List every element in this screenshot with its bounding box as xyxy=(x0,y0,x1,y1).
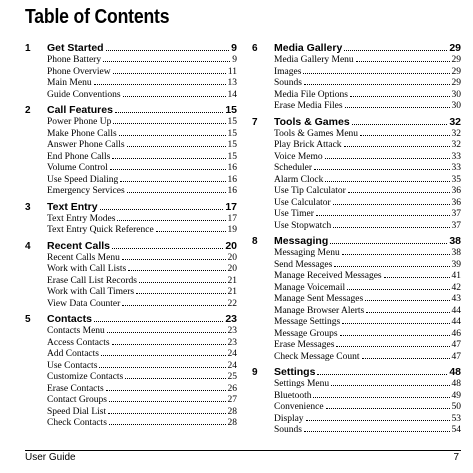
dot-leader xyxy=(304,84,450,85)
entry-title: Message Settings xyxy=(274,317,341,327)
entry-page: 20 xyxy=(227,264,237,274)
toc-entry[interactable] xyxy=(47,225,237,237)
dot-leader xyxy=(120,181,225,182)
toc-entry[interactable] xyxy=(47,55,237,67)
toc-entry[interactable] xyxy=(47,214,237,226)
dot-leader xyxy=(110,169,226,170)
entry-title: Work with Call Lists xyxy=(47,264,127,274)
section-number: 5 xyxy=(25,314,31,325)
entry-title: Add Contacts xyxy=(47,349,99,359)
toc-entry[interactable] xyxy=(47,140,237,152)
toc-entry[interactable] xyxy=(274,379,461,391)
entry-page: 29 xyxy=(451,78,461,88)
entry-title: Main Menu xyxy=(47,78,92,88)
section-title: Messaging xyxy=(274,235,329,247)
section-page: 9 xyxy=(231,42,237,54)
entry-page: 42 xyxy=(451,282,461,293)
section-page: 23 xyxy=(225,313,237,325)
dot-leader xyxy=(139,282,226,283)
entry-page: 30 xyxy=(451,101,461,111)
entry-title: Display xyxy=(274,413,304,424)
dot-leader xyxy=(94,84,226,85)
entry-page: 37 xyxy=(451,220,461,231)
entry-title: Erase Contacts xyxy=(47,383,104,394)
dot-leader xyxy=(100,209,224,210)
entry-title: Manage Sent Messages xyxy=(274,294,364,304)
entry-title: Use Timer xyxy=(274,209,314,219)
dot-leader xyxy=(303,73,449,74)
entry-page: 46 xyxy=(451,328,461,339)
toc-entry[interactable] xyxy=(47,395,237,407)
toc-entry[interactable] xyxy=(274,271,461,283)
dot-leader xyxy=(344,50,447,51)
entry-page: 16 xyxy=(227,186,237,196)
entry-title: Text Entry Modes xyxy=(47,213,116,224)
entry-page: 37 xyxy=(451,209,461,219)
dot-leader xyxy=(108,413,225,414)
entry-title: Voice Memo xyxy=(274,151,323,162)
entry-page: 15 xyxy=(227,128,237,139)
entry-page: 36 xyxy=(451,197,461,208)
entry-title: Emergency Services xyxy=(47,186,125,196)
toc-section-heading[interactable] xyxy=(252,116,461,129)
entry-title: Answer Phone Calls xyxy=(47,140,125,150)
toc-entry[interactable] xyxy=(47,287,237,299)
section-number: 3 xyxy=(25,201,31,213)
section-title: Tools & Games xyxy=(274,115,350,128)
entry-page: 29 xyxy=(451,55,461,65)
section-page: 15 xyxy=(225,104,237,116)
section-title: Get Started xyxy=(47,42,104,54)
toc-entry[interactable] xyxy=(274,221,461,233)
entry-page: 54 xyxy=(451,425,461,435)
dot-leader xyxy=(119,135,226,136)
toc-entry[interactable] xyxy=(274,414,461,426)
entry-title: Check Message Count xyxy=(274,351,360,362)
toc-entry[interactable] xyxy=(274,140,461,152)
entry-title: Work with Call Timers xyxy=(47,287,135,297)
dot-leader xyxy=(115,112,223,113)
entry-page: 32 xyxy=(451,128,461,139)
section-title: Text Entry xyxy=(47,200,98,213)
section-number: 4 xyxy=(25,240,31,252)
toc-entry[interactable] xyxy=(47,384,237,396)
toc-entry[interactable] xyxy=(274,294,461,306)
section-title: Settings xyxy=(274,366,316,378)
dot-leader xyxy=(330,243,447,244)
toc-entry[interactable] xyxy=(274,67,461,79)
entry-page: 38 xyxy=(451,248,461,258)
entry-title: Erase Media Files xyxy=(274,101,343,111)
dot-leader xyxy=(325,158,450,159)
entry-page: 9 xyxy=(232,55,237,65)
section-page: 29 xyxy=(449,42,461,54)
entry-title: Use Calculator xyxy=(274,197,331,208)
entry-title: Make Phone Calls xyxy=(47,128,117,139)
entry-title: Power Phone Up xyxy=(47,117,112,127)
entry-page: 15 xyxy=(227,151,237,162)
section-title: Contacts xyxy=(47,313,92,325)
entry-page: 44 xyxy=(451,317,461,327)
toc-entry[interactable] xyxy=(47,338,237,350)
entry-title: Message Groups xyxy=(274,328,338,339)
entry-page: 41 xyxy=(451,271,461,281)
dot-leader xyxy=(112,344,226,345)
toc-entry[interactable] xyxy=(47,186,237,198)
footer-divider xyxy=(25,450,461,451)
toc-entry[interactable] xyxy=(47,326,237,338)
dot-leader xyxy=(331,385,449,386)
entry-page: 33 xyxy=(451,163,461,173)
entry-title: Phone Battery xyxy=(47,55,102,65)
entry-title: Text Entry Quick Reference xyxy=(47,225,154,235)
entry-title: Speed Dial List xyxy=(47,406,107,417)
entry-page: 16 xyxy=(227,163,237,173)
dot-leader xyxy=(156,231,226,232)
entry-title: Settings Menu xyxy=(274,379,330,389)
dot-leader xyxy=(123,96,226,97)
dot-leader xyxy=(366,312,449,313)
dot-leader xyxy=(136,293,225,294)
dot-leader xyxy=(107,332,226,333)
toc-entry[interactable] xyxy=(274,352,461,364)
entry-title: Messaging Menu xyxy=(274,248,340,258)
dot-leader xyxy=(334,266,449,267)
entry-page: 50 xyxy=(451,402,461,412)
entry-page: 14 xyxy=(227,89,237,100)
entry-title: Manage Received Messages xyxy=(274,271,382,281)
dot-leader xyxy=(348,192,450,193)
dot-leader xyxy=(94,321,223,322)
dot-leader xyxy=(384,277,450,278)
entry-title: Use Contacts xyxy=(47,360,98,371)
toc-entry[interactable] xyxy=(274,152,461,164)
section-number: 1 xyxy=(25,43,31,54)
entry-title: Erase Call List Records xyxy=(47,275,137,286)
entry-page: 25 xyxy=(227,372,237,382)
entry-page: 28 xyxy=(227,418,237,428)
dot-leader xyxy=(345,107,450,108)
entry-title: Sounds xyxy=(274,425,302,435)
entry-page: 48 xyxy=(451,379,461,389)
toc-entry[interactable] xyxy=(274,186,461,198)
section-page: 38 xyxy=(449,235,461,247)
entry-title: Sounds xyxy=(274,78,302,88)
section-number: 6 xyxy=(252,43,258,54)
dot-leader xyxy=(316,215,450,216)
toc-entry[interactable] xyxy=(274,283,461,295)
toc-entry[interactable] xyxy=(47,276,237,288)
dot-leader xyxy=(127,192,226,193)
dot-leader xyxy=(125,378,225,379)
entry-page: 23 xyxy=(227,337,237,348)
entry-page: 44 xyxy=(451,305,461,316)
toc-entry[interactable] xyxy=(274,101,461,113)
toc-entry[interactable] xyxy=(47,90,237,102)
section-number: 8 xyxy=(252,236,258,247)
dot-leader xyxy=(313,397,449,398)
entry-title: Convenience xyxy=(274,402,324,412)
toc-section-heading[interactable] xyxy=(252,235,461,248)
dot-leader xyxy=(326,408,450,409)
dot-leader xyxy=(333,227,449,228)
entry-page: 39 xyxy=(451,259,461,270)
dot-leader xyxy=(117,220,225,221)
toc-entry[interactable] xyxy=(274,425,461,437)
toc-section-heading[interactable] xyxy=(25,240,237,253)
section-number: 7 xyxy=(252,116,258,128)
dot-leader xyxy=(356,61,450,62)
entry-page: 19 xyxy=(227,225,237,235)
dot-leader xyxy=(112,248,223,249)
toc-entry[interactable] xyxy=(274,209,461,221)
toc-entry[interactable] xyxy=(274,260,461,272)
entry-title: End Phone Calls xyxy=(47,151,111,162)
entry-title: Media Gallery Menu xyxy=(274,55,354,65)
entry-page: 24 xyxy=(227,360,237,371)
entry-title: Scheduler xyxy=(274,163,312,173)
entry-title: Bluetooth xyxy=(274,390,312,401)
dot-leader xyxy=(344,146,450,147)
entry-page: 33 xyxy=(451,151,461,162)
entry-page: 23 xyxy=(227,326,237,336)
entry-page: 15 xyxy=(227,117,237,127)
entry-title: Manage Browser Alerts xyxy=(274,305,365,316)
entry-title: Send Messages xyxy=(274,259,333,270)
entry-title: Guide Conventions xyxy=(47,89,121,100)
entry-page: 21 xyxy=(227,275,237,286)
dot-leader xyxy=(317,374,447,375)
entry-page: 47 xyxy=(451,351,461,362)
dot-leader xyxy=(352,124,448,125)
entry-page: 30 xyxy=(451,89,461,100)
toc-entry[interactable] xyxy=(47,152,237,164)
toc-entry[interactable] xyxy=(47,163,237,175)
toc-entry[interactable] xyxy=(47,78,237,90)
section-title: Call Features xyxy=(47,104,113,116)
toc-entry[interactable] xyxy=(47,175,237,187)
toc-entry[interactable] xyxy=(274,391,461,403)
toc-entry[interactable] xyxy=(47,349,237,361)
toc-entry[interactable] xyxy=(274,90,461,102)
toc-entry[interactable] xyxy=(274,402,461,414)
entry-page: 36 xyxy=(451,186,461,196)
dot-leader xyxy=(109,424,226,425)
entry-title: Play Brick Attack xyxy=(274,140,342,150)
toc-entry[interactable] xyxy=(274,248,461,260)
toc-entry[interactable] xyxy=(47,67,237,79)
toc-entry[interactable] xyxy=(47,253,237,265)
toc-section-heading[interactable] xyxy=(252,42,461,55)
entry-page: 53 xyxy=(451,413,461,424)
toc-entry[interactable] xyxy=(47,299,237,311)
entry-title: Manage Voicemail xyxy=(274,282,346,293)
section-title: Recent Calls xyxy=(47,239,111,252)
dot-leader xyxy=(113,123,225,124)
dot-leader xyxy=(360,135,449,136)
entry-title: Images xyxy=(274,66,302,77)
dot-leader xyxy=(122,259,226,260)
entry-title: Erase Messages xyxy=(274,340,335,350)
section-page: 20 xyxy=(225,239,237,252)
toc-entry[interactable] xyxy=(274,163,461,175)
entry-page: 35 xyxy=(451,174,461,185)
toc-entry[interactable] xyxy=(274,340,461,352)
entry-title: Contacts Menu xyxy=(47,326,105,336)
toc-section-heading[interactable] xyxy=(25,313,237,326)
entry-title: Phone Overview xyxy=(47,66,111,77)
section-page: 32 xyxy=(449,115,461,128)
toc-section-heading[interactable] xyxy=(25,42,237,55)
footer-page-number: 7 xyxy=(453,452,459,463)
entry-page: 22 xyxy=(227,298,237,309)
entry-page: 28 xyxy=(227,406,237,417)
entry-title: Alarm Clock xyxy=(274,174,324,185)
entry-page: 15 xyxy=(227,140,237,150)
dot-leader xyxy=(340,335,450,336)
entry-page: 27 xyxy=(227,395,237,405)
section-page: 48 xyxy=(449,366,461,378)
toc-entry[interactable] xyxy=(274,198,461,210)
toc-entry[interactable] xyxy=(274,129,461,141)
entry-title: Customize Contacts xyxy=(47,372,124,382)
entry-page: 29 xyxy=(451,66,461,77)
dot-leader xyxy=(112,158,225,159)
dot-leader xyxy=(342,323,449,324)
toc-entry[interactable] xyxy=(274,78,461,90)
entry-page: 21 xyxy=(227,287,237,297)
toc-section-heading[interactable] xyxy=(252,366,461,379)
dot-leader xyxy=(336,346,449,347)
dot-leader xyxy=(333,204,450,205)
dot-leader xyxy=(350,96,450,97)
entry-title: Recent Calls Menu xyxy=(47,252,120,263)
dot-leader xyxy=(314,169,450,170)
toc-entry[interactable] xyxy=(47,117,237,129)
toc-entry[interactable] xyxy=(47,372,237,384)
toc-column-right xyxy=(252,42,461,437)
toc-entry[interactable] xyxy=(274,329,461,341)
toc-entry[interactable] xyxy=(274,175,461,187)
entry-page: 13 xyxy=(227,78,237,88)
dot-leader xyxy=(106,50,230,51)
toc-entry[interactable] xyxy=(274,55,461,67)
dot-leader xyxy=(342,254,450,255)
entry-page: 16 xyxy=(227,174,237,185)
dot-leader xyxy=(99,367,225,368)
entry-title: Check Contacts xyxy=(47,418,107,428)
section-number: 2 xyxy=(25,105,31,116)
entry-page: 49 xyxy=(451,390,461,401)
section-title: Media Gallery xyxy=(274,42,343,54)
dot-leader xyxy=(325,181,449,182)
toc-entry[interactable] xyxy=(47,264,237,276)
dot-leader xyxy=(103,61,230,62)
dot-leader xyxy=(365,300,449,301)
toc-entry[interactable] xyxy=(274,306,461,318)
entry-page: 32 xyxy=(451,140,461,150)
entry-title: Use Stopwatch xyxy=(274,220,332,231)
dot-leader xyxy=(128,270,225,271)
dot-leader xyxy=(113,73,226,74)
toc-section-heading[interactable] xyxy=(25,104,237,117)
section-page: 17 xyxy=(225,200,237,213)
toc-column-left xyxy=(25,42,237,430)
footer-guide-label: User Guide xyxy=(25,452,76,463)
dot-leader xyxy=(304,431,450,432)
entry-title: Media File Options xyxy=(274,89,348,100)
dot-leader xyxy=(101,355,226,356)
dot-leader xyxy=(362,358,450,359)
toc-entry[interactable] xyxy=(47,418,237,430)
entry-title: Use Speed Dialing xyxy=(47,174,119,185)
dot-leader xyxy=(106,390,226,391)
entry-title: Volume Control xyxy=(47,163,108,173)
entry-title: Access Contacts xyxy=(47,337,110,348)
entry-page: 20 xyxy=(227,252,237,263)
dot-leader xyxy=(306,420,450,421)
page-title: Table of Contents xyxy=(25,6,170,28)
dot-leader xyxy=(109,401,226,402)
entry-page: 17 xyxy=(227,213,237,224)
toc-section-heading[interactable] xyxy=(25,201,237,214)
dot-leader xyxy=(127,146,226,147)
entry-page: 47 xyxy=(451,340,461,350)
entry-page: 11 xyxy=(227,66,237,77)
toc-entry[interactable] xyxy=(47,129,237,141)
entry-title: Contact Groups xyxy=(47,395,107,405)
entry-title: View Data Counter xyxy=(47,298,121,309)
dot-leader xyxy=(347,289,449,290)
entry-page: 26 xyxy=(227,383,237,394)
toc-entry[interactable] xyxy=(274,317,461,329)
entry-page: 24 xyxy=(227,349,237,359)
dot-leader xyxy=(122,305,225,306)
entry-title: Use Tip Calculator xyxy=(274,186,346,196)
entry-title: Tools & Games Menu xyxy=(274,128,359,139)
toc-entry[interactable] xyxy=(47,407,237,419)
entry-page: 43 xyxy=(451,294,461,304)
section-number: 9 xyxy=(252,367,258,378)
toc-entry[interactable] xyxy=(47,361,237,373)
